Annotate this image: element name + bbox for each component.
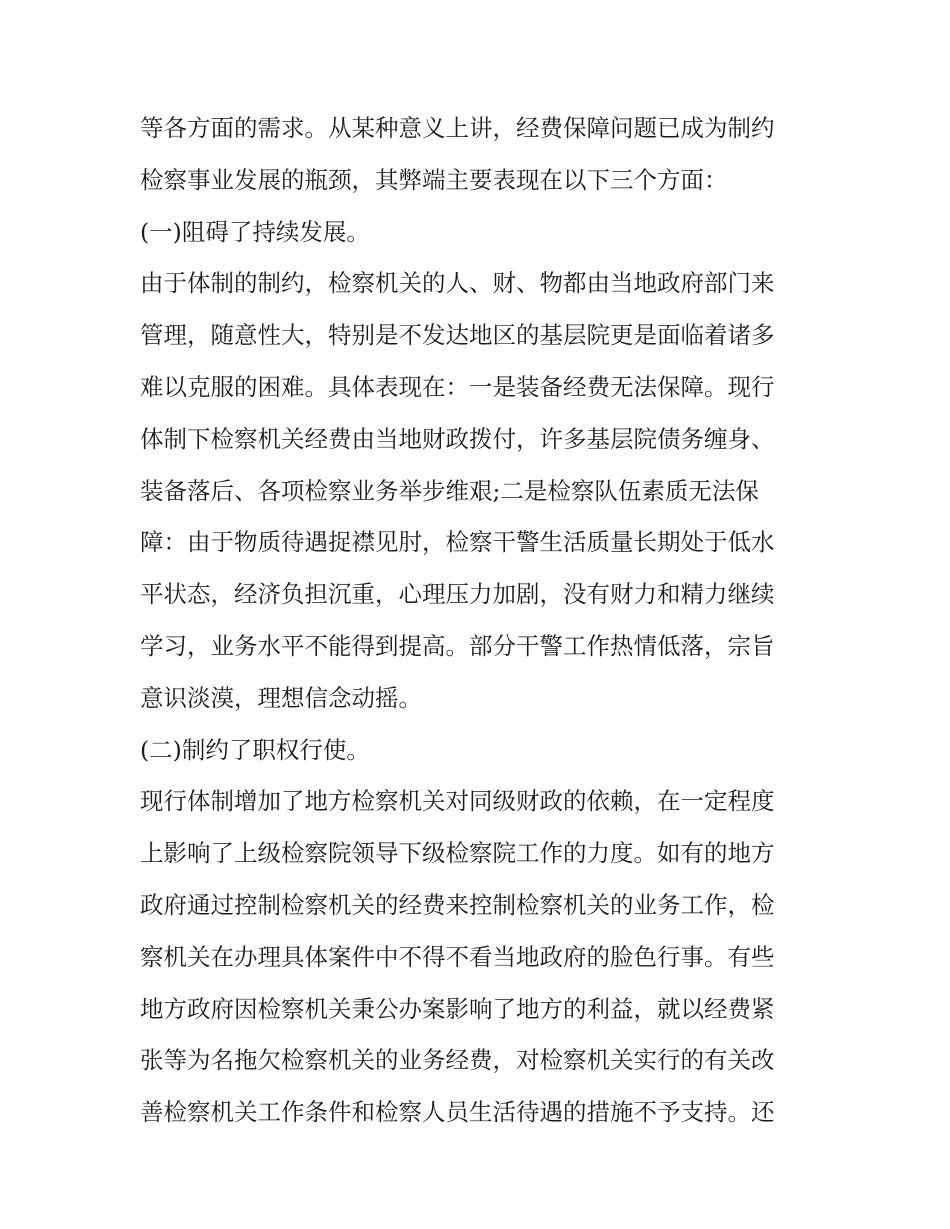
text-line: 张等为名拖欠检察机关的业务经费，对检察机关实行的有关改 — [140, 1046, 775, 1075]
text-line: 政府通过控制检察机关的经费来控制检察机关的业务工作，检 — [140, 890, 775, 919]
text-line: 察机关在办理具体案件中不得不看当地政府的脸色行事。有些 — [140, 942, 775, 971]
text-line: 等各方面的需求。从某种意义上讲，经费保障问题已成为制约 — [140, 114, 775, 142]
text-line: 地方政府因检察机关秉公办案影响了地方的利益，就以经费紧 — [140, 994, 775, 1023]
section-heading: (二)制约了职权行使。 — [140, 735, 370, 764]
document-body — [140, 103, 815, 1139]
text-line: 由于体制的制约，检察机关的人、财、物都由当地政府部门来 — [140, 269, 775, 298]
text-line: 上影响了上级检察院领导下级检察院工作的力度。如有的地方 — [140, 839, 775, 868]
text-line: 体制下检察机关经费由当地财政拨付，许多基层院债务缠身、 — [140, 424, 775, 453]
text-line: 意识淡漠，理想信念动摇。 — [140, 683, 422, 712]
text-line: 学习，业务水平不能得到提高。部分干警工作热情低落，宗旨 — [140, 631, 775, 660]
text-line: 平状态，经济负担沉重，心理压力加剧，没有财力和精力继续 — [140, 580, 775, 609]
text-line: 障：由于物质待遇捉襟见肘，检察干警生活质量长期处于低水 — [140, 528, 775, 557]
text-line: 现行体制增加了地方检察机关对同级财政的依赖，在一定程度 — [140, 787, 775, 816]
section-heading: (一)阻碍了持续发展。 — [140, 217, 370, 246]
text-line: 难以克服的困难。具体表现在：一是装备经费无法保障。现行 — [140, 372, 775, 401]
text-line: 管理，随意性大，特别是不发达地区的基层院更是面临着诸多 — [140, 321, 775, 350]
text-line: 检察事业发展的瓶颈，其弊端主要表现在以下三个方面： — [140, 165, 728, 194]
text-line: 善检察机关工作条件和检察人员生活待遇的措施不予支持。还 — [140, 1098, 775, 1127]
text-line: 装备落后、各项检察业务举步维艰;二是检察队伍素质无法保 — [140, 476, 759, 505]
